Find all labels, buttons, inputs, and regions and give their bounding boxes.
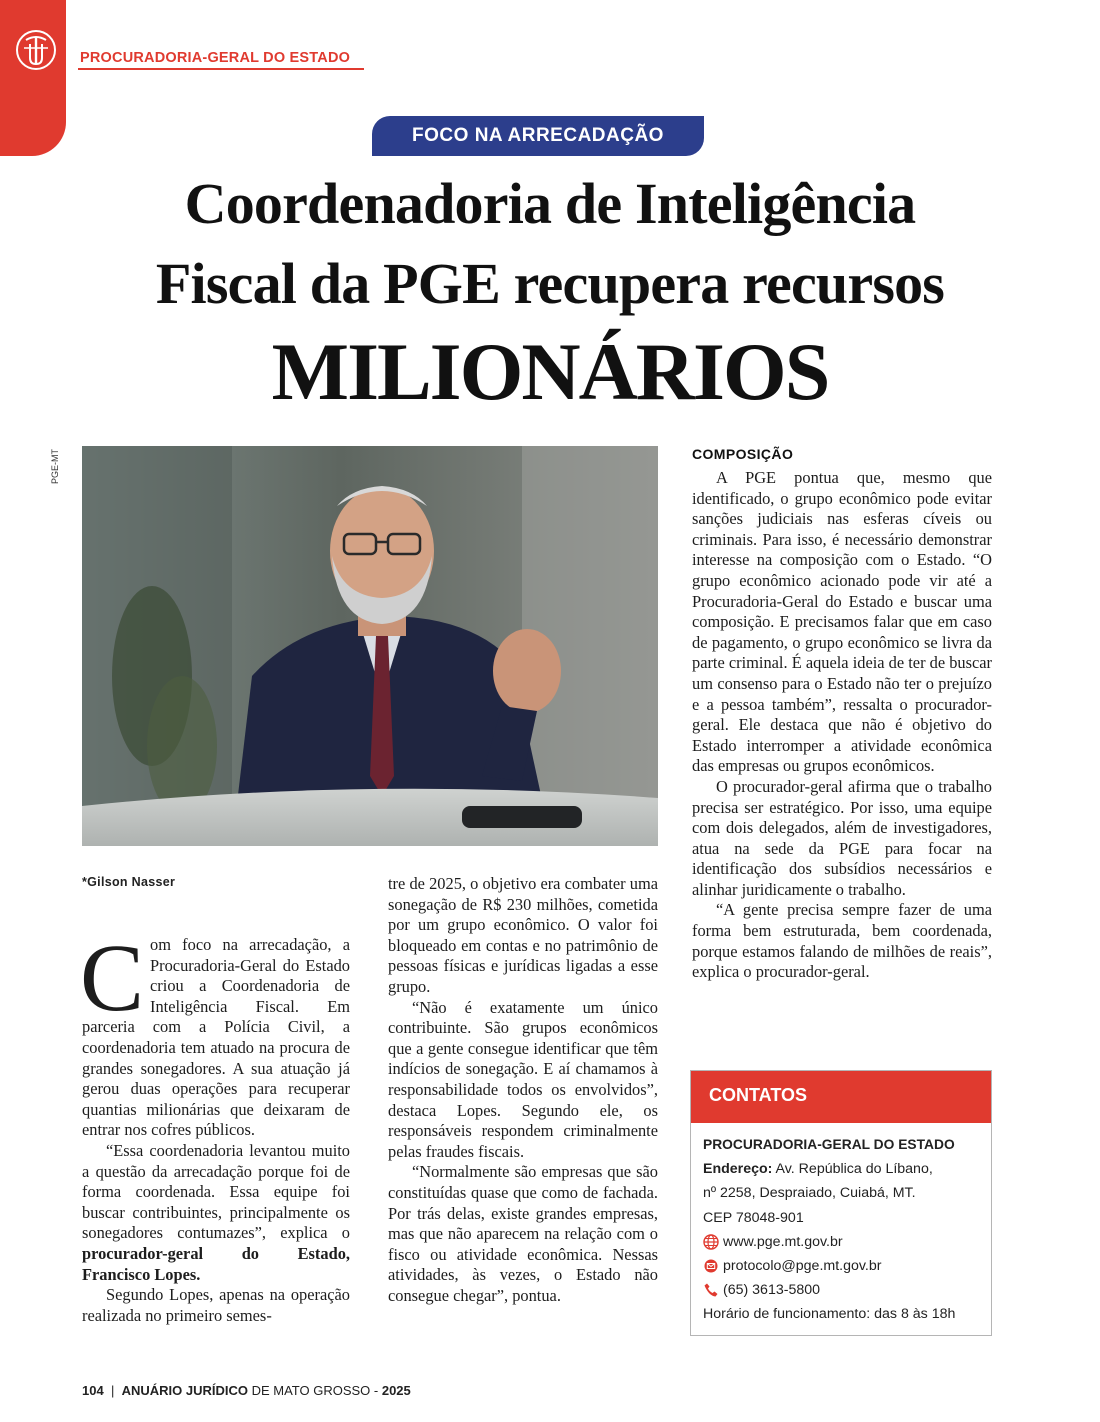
footer-separator: |: [110, 1383, 115, 1398]
article-paragraph: “Normalmente são empresas que são constituídas quase que como de fachada. Por trás delas, existe grandes empresas, mas que não aparecem na relação com o fisco ou atividade econômica. Nessas atividades, às vezes, o Estado não consegue chegar”, pontua.: [388, 1162, 658, 1305]
paragraph-text: “Essa coordenadoria levantou muito a questão da arrecadação porque foi de forma coordenada. Essa equipe foi buscar contribuintes, principalmente os sonegadores contumazes”, explica o: [82, 1140, 350, 1243]
address-label: Endereço:: [703, 1161, 773, 1178]
byline: *Gilson Nasser: [82, 875, 176, 889]
article-paragraph: A PGE pontua que, mesmo que identificado, o grupo econômico pode evitar sanções judiciais nas esferas cíveis ou criminais. Para isso, é necessário demonstrar interesse na composição com o Estado. “O grupo econômico acionado pode vir até a Procuradoria-Geral do Estado e buscar uma composição. E precisamos falar que em caso de pagamento, o grupo econômico se livra da parte criminal. É aquela ideia de ter de buscar um consenso para o Estado não ter o prejuízo e a pessoa também”, ressalta o procurador-geral. Ele destaca que não é objetivo do Estado interromper a atividade econômica das empresas ou grupos econômicos.: [692, 468, 992, 776]
pge-logo-icon: [14, 28, 58, 72]
publication-name-rest: DE MATO GROSSO -: [247, 1383, 382, 1398]
email-text: protocolo@pge.mt.gov.br: [723, 1258, 882, 1275]
contacts-title: CONTATOS: [691, 1071, 991, 1123]
address-cep: CEP 78048-901: [703, 1209, 804, 1226]
address-line-1: Av. República do Líbano,: [772, 1161, 933, 1178]
publication-year: 2025: [381, 1383, 411, 1398]
contacts-box: [690, 1070, 992, 1336]
article-column-1: [80, 924, 350, 1326]
globe-icon: [703, 1234, 719, 1250]
headline-line-1: Coordenadoria de Inteligência: [184, 171, 916, 236]
address-line-2: nº 2258, Despraiado, Cuiabá, MT.: [703, 1185, 916, 1202]
website-text: www.pge.mt.gov.br: [723, 1233, 843, 1250]
article-column-3: [692, 468, 992, 983]
article-paragraph: Segundo Lopes, apenas na operação realizada no primeiro semes-: [82, 1285, 350, 1325]
contacts-address: [703, 1157, 991, 1181]
article-photo: [82, 446, 658, 846]
header-tab: [0, 0, 66, 156]
article-column-2: [388, 874, 658, 1306]
page-number: 104: [82, 1383, 104, 1398]
drop-cap: C: [80, 924, 145, 1031]
email-link[interactable]: [703, 1254, 991, 1278]
phone-icon: [703, 1282, 719, 1298]
phone-link[interactable]: [703, 1278, 991, 1302]
article-paragraph: O procurador-geral afirma que o trabalho precisa ser estratégico. Por isso, uma equipe com dois delegados, além de investigadores, atua na sede da PGE para focar na identificação dos subsídios necessários e alinhar juridicamente o trabalho.: [692, 776, 992, 899]
opening-hours: Horário de funcionamento: das 8 às 18h: [703, 1306, 956, 1323]
page-footer: [82, 1383, 411, 1398]
paragraph-bold-text: procurador-geral do Estado, Francisco Lopes.: [82, 1243, 350, 1284]
article-paragraph: [82, 1141, 350, 1285]
phone-text: (65) 3613-5800: [723, 1282, 821, 1299]
paragraph-text: om foco na arrecadação, a Procuradoria-Geral do Estado criou a Coordenadoria de Inteligência Fiscal. Em parceria com a Polícia Civil, a coordenadoria tem atuado na procura de grandes sonegadores. A sua atuação já gerou duas operações para recuperar quantias milionárias que deixaram de entrar nos cofres públicos.: [82, 935, 350, 1140]
website-link[interactable]: [703, 1230, 991, 1254]
section-label: PROCURADORIA-GERAL DO ESTADO: [80, 50, 351, 66]
section-subhead: COMPOSIÇÃO: [692, 446, 794, 462]
article-paragraph: “A gente precisa sempre fazer de uma forma bem estruturada, bem coordenada, porque estamos falando de milhões de reais”, explica o procurador-geral.: [692, 900, 992, 982]
kicker-badge: FOCO NA ARRECADAÇÃO: [372, 116, 704, 156]
photo-credit: PGE-MT: [50, 449, 60, 484]
section-rule: [78, 68, 364, 70]
article-paragraph: “Não é exatamente um único contribuinte. São grupos econômicos que a gente consegue identificar que têm indícios de sonegação. E aí chamamos à responsabilidade todos os envolvidos”, destaca Lopes. Segundo ele, os responsáveis respondem criminalmente pelas fraudes fiscais.: [388, 997, 658, 1161]
article-paragraph: tre de 2025, o objetivo era combater uma sonegação de R$ 230 milhões, cometida por um grupo econômico. O valor foi bloqueado em contas e no patrimônio de pessoas físicas e jurídicas ligadas a esse grupo.: [388, 874, 658, 996]
publication-name: ANUÁRIO JURÍDICO: [121, 1383, 248, 1398]
headline-line-3: MILIONÁRIOS: [271, 326, 829, 417]
article-paragraph: [80, 924, 350, 1141]
email-icon: [703, 1258, 719, 1274]
contacts-org: PROCURADORIA-GERAL DO ESTADO: [703, 1137, 955, 1152]
headline-line-2: Fiscal da PGE recupera recursos: [155, 251, 945, 316]
